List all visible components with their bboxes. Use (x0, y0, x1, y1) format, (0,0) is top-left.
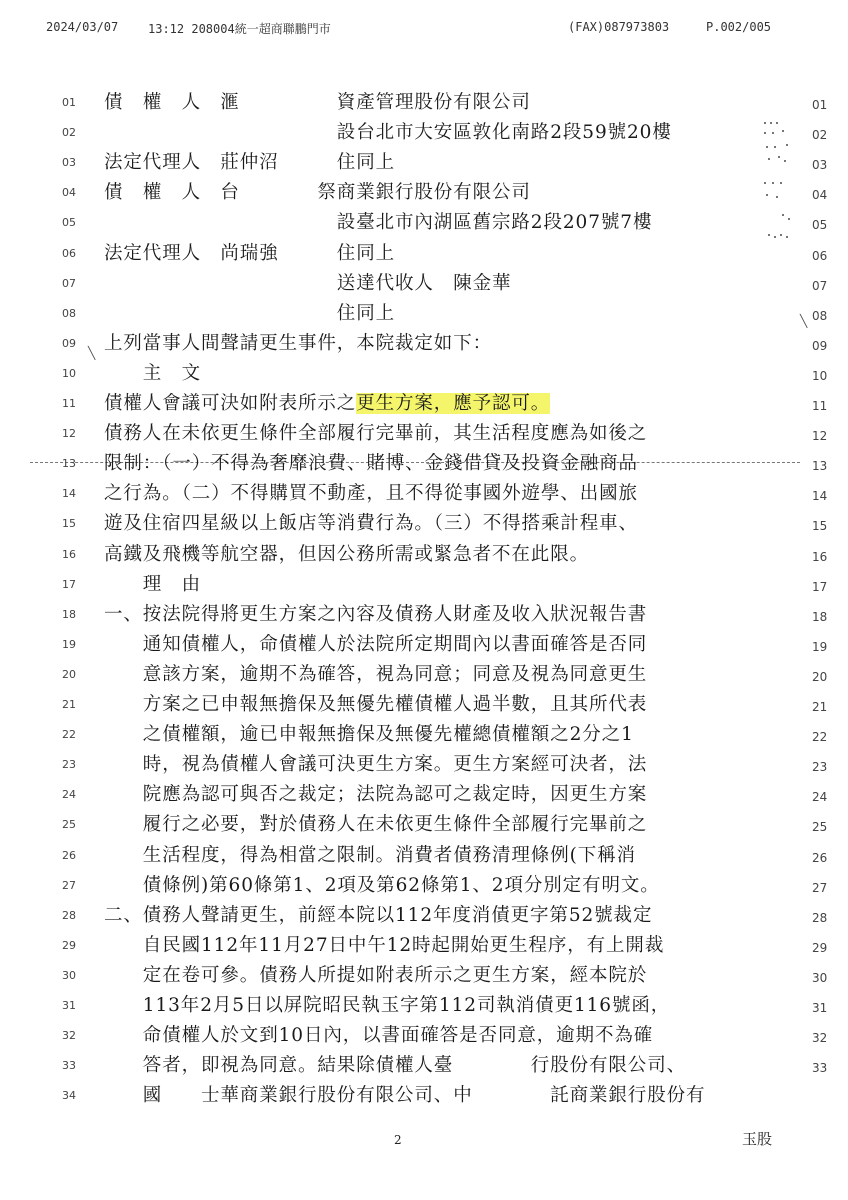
left-line-number: 16 (62, 547, 76, 561)
right-line-number: 31 (812, 1001, 828, 1015)
left-line-number: 03 (62, 156, 76, 170)
document-line: 限制：（一）不得為奢靡浪費、賭博、金錢借貸及投資金融商品 (104, 453, 638, 475)
left-line-number: 04 (62, 186, 76, 200)
left-line-number: 06 (62, 246, 76, 260)
right-line-number: 25 (812, 820, 828, 835)
highlighted-text: 更生方案，應予認可。 (356, 393, 551, 414)
left-line-number: 12 (62, 427, 76, 441)
document-line: 債 權 人 滙 資產管理股份有限公司 (104, 92, 531, 113)
document-line: 之債權額，逾已申報無擔保及無優先權總債權額之2分之1 (104, 724, 634, 746)
left-line-number: 26 (62, 848, 76, 862)
left-line-number: 32 (62, 1029, 76, 1043)
left-line-number: 18 (62, 607, 76, 621)
right-line-number: 05 (812, 218, 828, 233)
document-line: 送達代收人 陳金華 (104, 272, 512, 294)
document-line: 債務人在未依更生條件全部履行完畢前，其生活程度應為如後之 (104, 423, 648, 445)
scan-tick-mark: ╲ (800, 314, 808, 328)
scan-tick-mark: ╲ (88, 346, 96, 360)
right-line-number: 21 (812, 700, 828, 714)
right-line-number: 30 (812, 970, 828, 985)
scan-noise-speckle (762, 110, 804, 250)
right-line-number: 20 (812, 669, 828, 684)
right-line-number: 29 (812, 940, 828, 955)
left-line-number: 23 (62, 758, 76, 772)
left-line-number: 31 (62, 999, 76, 1012)
right-line-number: 11 (812, 399, 828, 413)
document-line: 上列當事人間聲請更生事件，本院裁定如下： (104, 332, 493, 354)
document-line: 院應為認可與否之裁定；法院為認可之裁定時，因更生方案 (104, 784, 648, 806)
right-line-number: 16 (812, 549, 828, 564)
right-line-number: 03 (812, 158, 828, 173)
document-line: 113年2月5日以屏院昭民執玉字第112司執消債更116號函， (104, 995, 671, 1016)
document-line: 住同上 (104, 302, 396, 324)
right-line-number: 26 (812, 850, 828, 865)
left-line-number: 09 (62, 336, 76, 350)
left-line-number: 22 (62, 728, 76, 742)
document-line: 履行之必要，對於債務人在未依更生條件全部履行完畢前之 (104, 814, 648, 836)
left-line-number: 13 (62, 457, 76, 471)
left-line-number: 08 (62, 306, 76, 320)
footer-page-number: 2 (394, 1133, 402, 1147)
left-line-number: 33 (62, 1059, 76, 1073)
right-line-number: 22 (812, 730, 828, 745)
document-line: 生活程度，得為相當之限制。消費者債務清理條例(下稱消 (104, 844, 636, 866)
document-line: 時，視為債權人會議可決更生方案。更生方案經可決者，法 (104, 754, 648, 776)
document-line-text: 債權人會議可決如附表所示之 (104, 393, 357, 414)
document-line: 設臺北市內湖區舊宗路2段207號7樓 (104, 212, 653, 234)
left-line-number: 01 (62, 96, 76, 109)
right-line-number: 19 (812, 639, 828, 654)
right-line-number: 08 (812, 308, 828, 323)
right-line-number: 28 (812, 910, 828, 925)
document-line: 國 士華商業銀行股份有限公司、中 託商業銀行股份有 (104, 1085, 706, 1107)
fax-number: (FAX)087973803 (568, 20, 670, 34)
document-line: 法定代理人 莊仲沼 住同上 (104, 152, 396, 174)
right-line-number: 33 (812, 1061, 828, 1076)
left-line-number: 14 (62, 487, 76, 501)
right-line-number: 14 (812, 489, 828, 504)
left-line-number: 15 (62, 517, 76, 531)
left-line-number: 30 (62, 968, 76, 982)
right-line-number: 27 (812, 880, 828, 895)
right-line-number: 32 (812, 1031, 828, 1046)
document-line: 債條例)第60條第1、2項及第62條第1、2項分別定有明文。 (104, 874, 660, 896)
document-line: 意該方案，逾期不為確答，視為同意；同意及視為同意更生 (104, 663, 648, 685)
left-line-number: 25 (62, 818, 76, 832)
left-line-number: 02 (62, 126, 76, 140)
left-line-number: 27 (62, 878, 76, 892)
document-line: 設台北市大安區敦化南路2段59號20樓 (104, 122, 672, 144)
left-line-number: 05 (62, 216, 76, 230)
fax-time-sender: 13:12 208004統一超商聯鵬門市 (148, 22, 331, 36)
left-line-number: 21 (62, 698, 76, 711)
document-line: 理 由 (104, 573, 202, 595)
left-line-number: 19 (62, 637, 76, 651)
document-line: 高鐵及飛機等航空器，但因公務所需或緊急者不在此限。 (104, 543, 590, 565)
left-line-number: 20 (62, 667, 76, 681)
left-line-number: 28 (62, 908, 76, 922)
document-line: 定在卷可參。債務人所提如附表所示之更生方案，經本院於 (104, 964, 648, 986)
right-line-number: 18 (812, 609, 828, 624)
right-line-number: 24 (812, 790, 828, 805)
fax-date: 2024/03/07 (46, 20, 119, 34)
document-line: 答者，即視為同意。結果除債權人臺 行股份有限公司、 (104, 1055, 687, 1077)
right-line-number: 02 (812, 128, 828, 143)
document-line: 債 權 人 台 祭商業銀行股份有限公司 (104, 182, 531, 204)
right-line-number: 07 (812, 278, 828, 293)
document-line: 法定代理人 尚瑞強 住同上 (104, 242, 396, 264)
left-line-number: 29 (62, 938, 76, 952)
left-line-number: 10 (62, 366, 76, 380)
footer-signature-mark: 玉股 (742, 1130, 773, 1148)
left-line-number: 24 (62, 788, 76, 802)
document-line: 主 文 (104, 362, 202, 384)
document-line: 二、債務人聲請更生，前經本院以112年度消債更字第52號裁定 (104, 904, 653, 926)
document-line: 自民國112年11月27日中午12時起開始更生程序，有上開裁 (104, 934, 665, 956)
right-line-number: 10 (812, 368, 828, 383)
right-line-number: 15 (812, 519, 828, 534)
document-line: 遊及住宿四星級以上飯店等消費行為。（三）不得搭乘計程車、 (104, 513, 638, 535)
left-line-number: 11 (62, 397, 76, 410)
document-line: 命債權人於文到10日內，以書面確答是否同意，逾期不為確 (104, 1025, 654, 1047)
right-line-number: 04 (812, 188, 828, 203)
left-line-number: 17 (62, 577, 76, 591)
document-line: 通知債權人，命債權人於法院所定期間內以書面確答是否同 (104, 633, 648, 655)
fax-page-indicator: P.002/005 (706, 20, 772, 34)
left-line-number: 07 (62, 276, 76, 290)
document-line: 一、按法院得將更生方案之內容及債務人財產及收入狀況報告書 (104, 603, 648, 625)
right-line-number: 06 (812, 248, 828, 263)
right-line-number: 12 (812, 429, 828, 444)
document-line: 方案之已申報無擔保及無優先權債權人過半數，且其所代表 (104, 694, 648, 715)
left-line-number: 34 (62, 1089, 76, 1103)
right-line-number: 13 (812, 459, 828, 474)
document-line (104, 393, 550, 415)
right-line-number: 09 (812, 338, 828, 353)
right-line-number: 01 (812, 98, 828, 112)
right-line-number: 17 (812, 579, 828, 594)
fax-header (0, 20, 848, 38)
right-line-number: 23 (812, 760, 828, 775)
document-line: 之行為。（二）不得購買不動產，且不得從事國外遊學、出國旅 (104, 483, 638, 505)
